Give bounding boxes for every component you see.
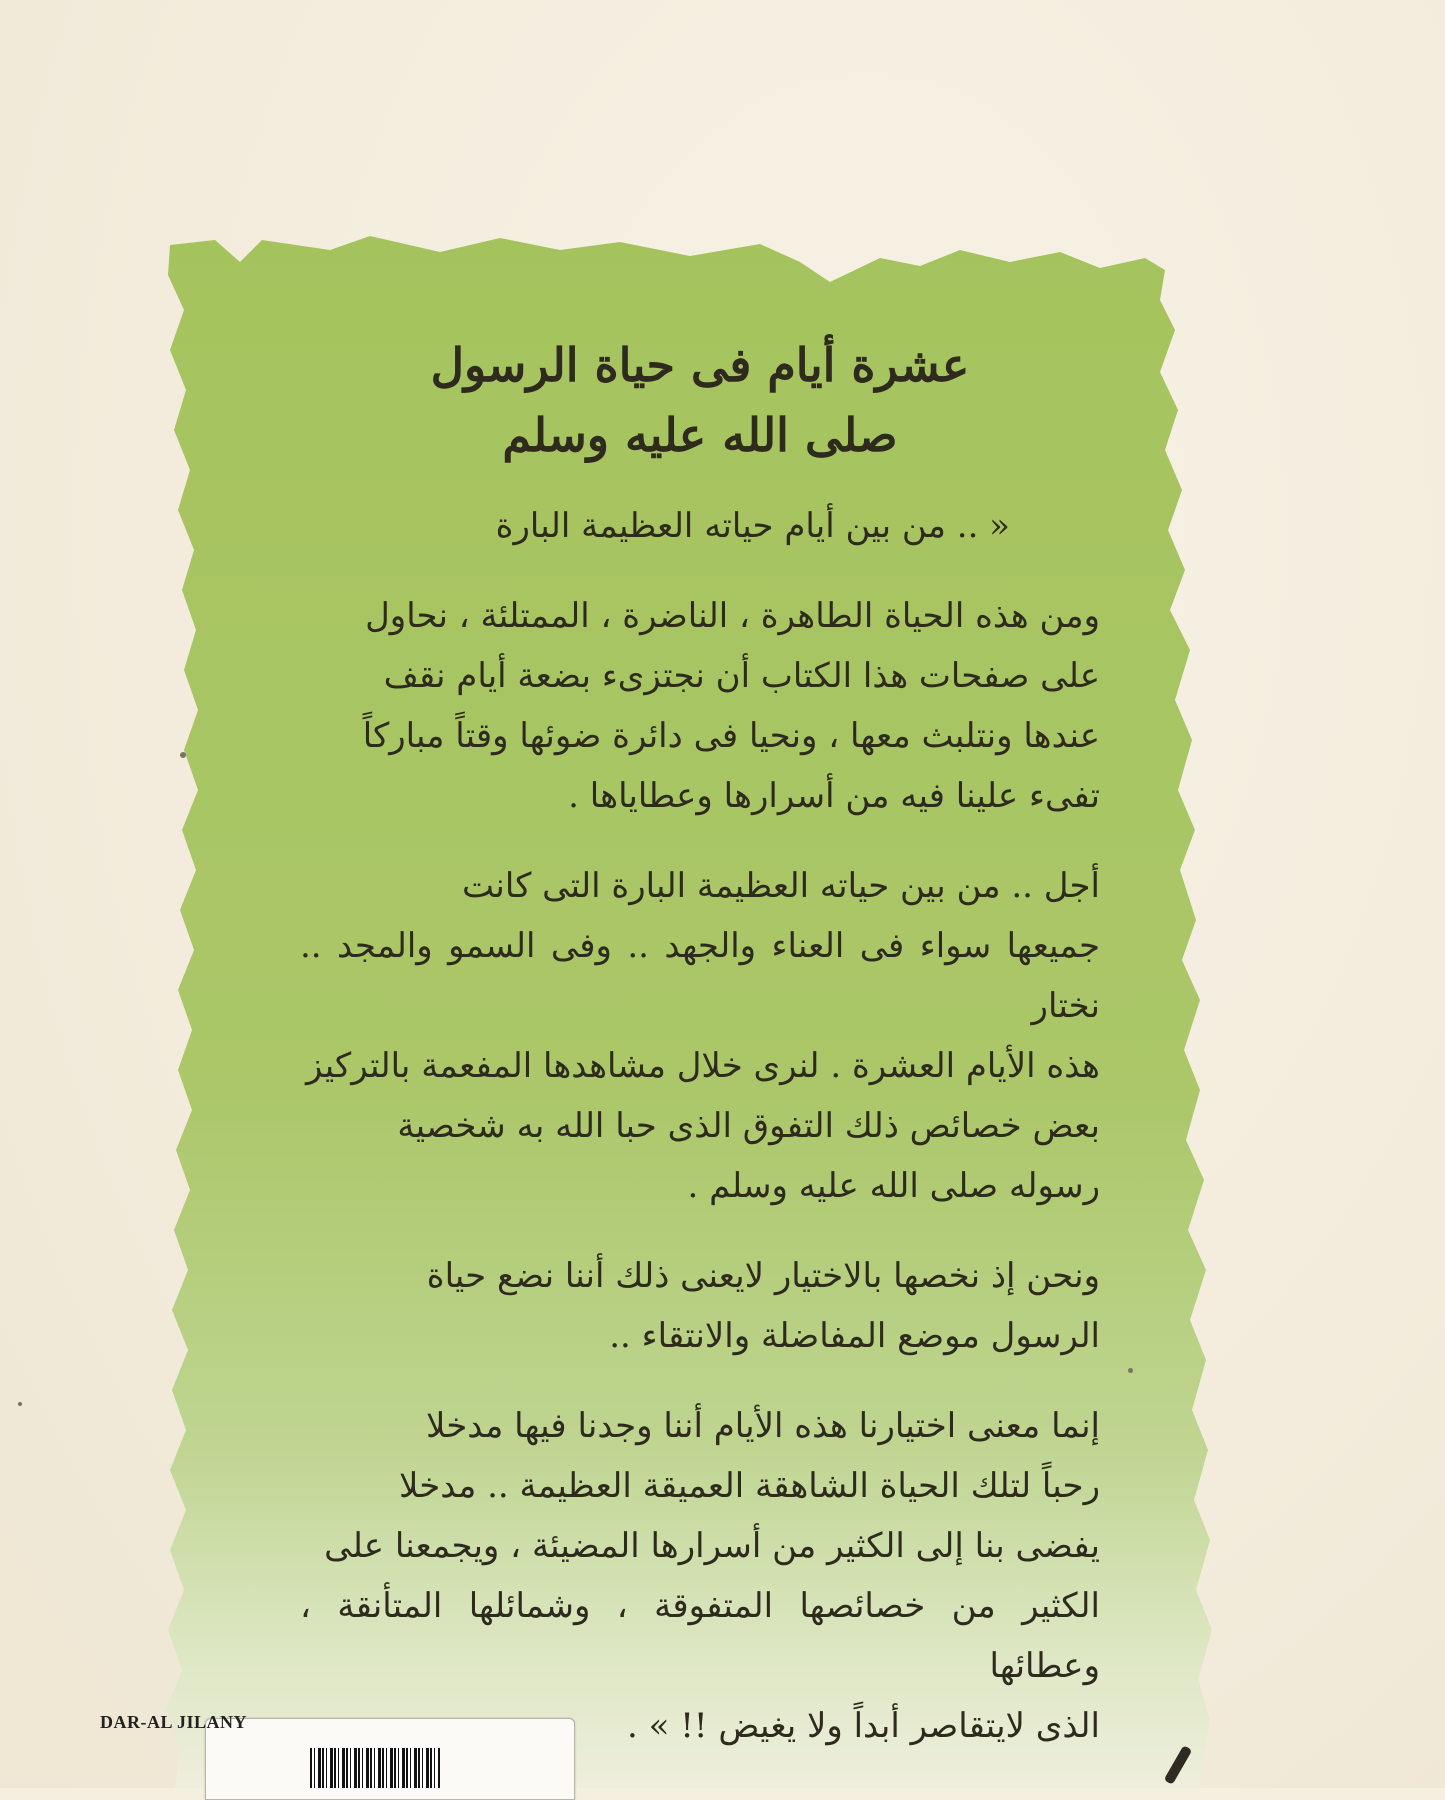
paper-speck: [1128, 1368, 1133, 1373]
text-line: على صفحات هذا الكتاب أن نجتزىء بضعة أيام نقف: [383, 656, 1100, 696]
text-line: الرسول موضع المفاضلة والانتقاء ..: [609, 1316, 1100, 1356]
book-subtitle: صلى الله عليه وسلم: [502, 408, 898, 462]
text-line: هذه الأيام العشرة . لنرى خلال مشاهدها المفعمة بالتركيز: [305, 1046, 1100, 1086]
paragraph-2: [300, 856, 1100, 1216]
paragraph-4: [300, 1396, 1100, 1756]
text-line: جميعها سواء فى العناء والجهد .. وفى السمو والمجد .. نختار: [300, 926, 1100, 1026]
paper-speck: [180, 752, 186, 758]
sticker-label: DAR-AL JILANY: [100, 1712, 248, 1732]
text-line: أجل .. من بين حياته العظيمة البارة التى كانت: [461, 866, 1100, 906]
paragraph-1: [300, 586, 1100, 826]
text-line: يفضى بنا إلى الكثير من أسرارها المضيئة ، ويجمعنا على: [324, 1526, 1100, 1566]
back-cover-text: [300, 330, 1100, 1756]
intro-line: « .. من بين أيام حياته العظيمة البارة: [495, 506, 1010, 546]
text-line: ومن هذه الحياة الطاهرة ، الناضرة ، الممتلئة ، نحاول: [365, 596, 1100, 636]
book-title: عشرة أيام فى حياة الرسول: [430, 338, 970, 392]
text-line: رسوله صلى الله عليه وسلم .: [687, 1166, 1100, 1206]
text-line: رحباً لتلك الحياة الشاهقة العميقة العظيمة .. مدخلا: [398, 1466, 1100, 1506]
paper-speck: [18, 1402, 22, 1406]
text-line: تفىء علينا فيه من أسرارها وعطاياها .: [568, 776, 1100, 816]
barcode-icon: [310, 1748, 440, 1788]
text-line: إنما معنى اختيارنا هذه الأيام أننا وجدنا فيها مدخلا: [425, 1406, 1100, 1446]
paragraph-3: [300, 1246, 1100, 1366]
text-line: الكثير من خصائصها المتفوقة ، وشمائلها المتأنقة ، وعطائها: [300, 1586, 1100, 1686]
text-line: الذى لايتقاصر أبداً ولا يغيض !! » .: [627, 1706, 1100, 1746]
text-line: ونحن إذ نخصها بالاختيار لايعنى ذلك أننا نضع حياة: [426, 1256, 1100, 1296]
text-line: عندها ونتلبث معها ، ونحيا فى دائرة ضوئها وقتاً مباركاً: [362, 716, 1100, 756]
text-line: بعض خصائص ذلك التفوق الذى حبا الله به شخصية: [397, 1106, 1100, 1146]
